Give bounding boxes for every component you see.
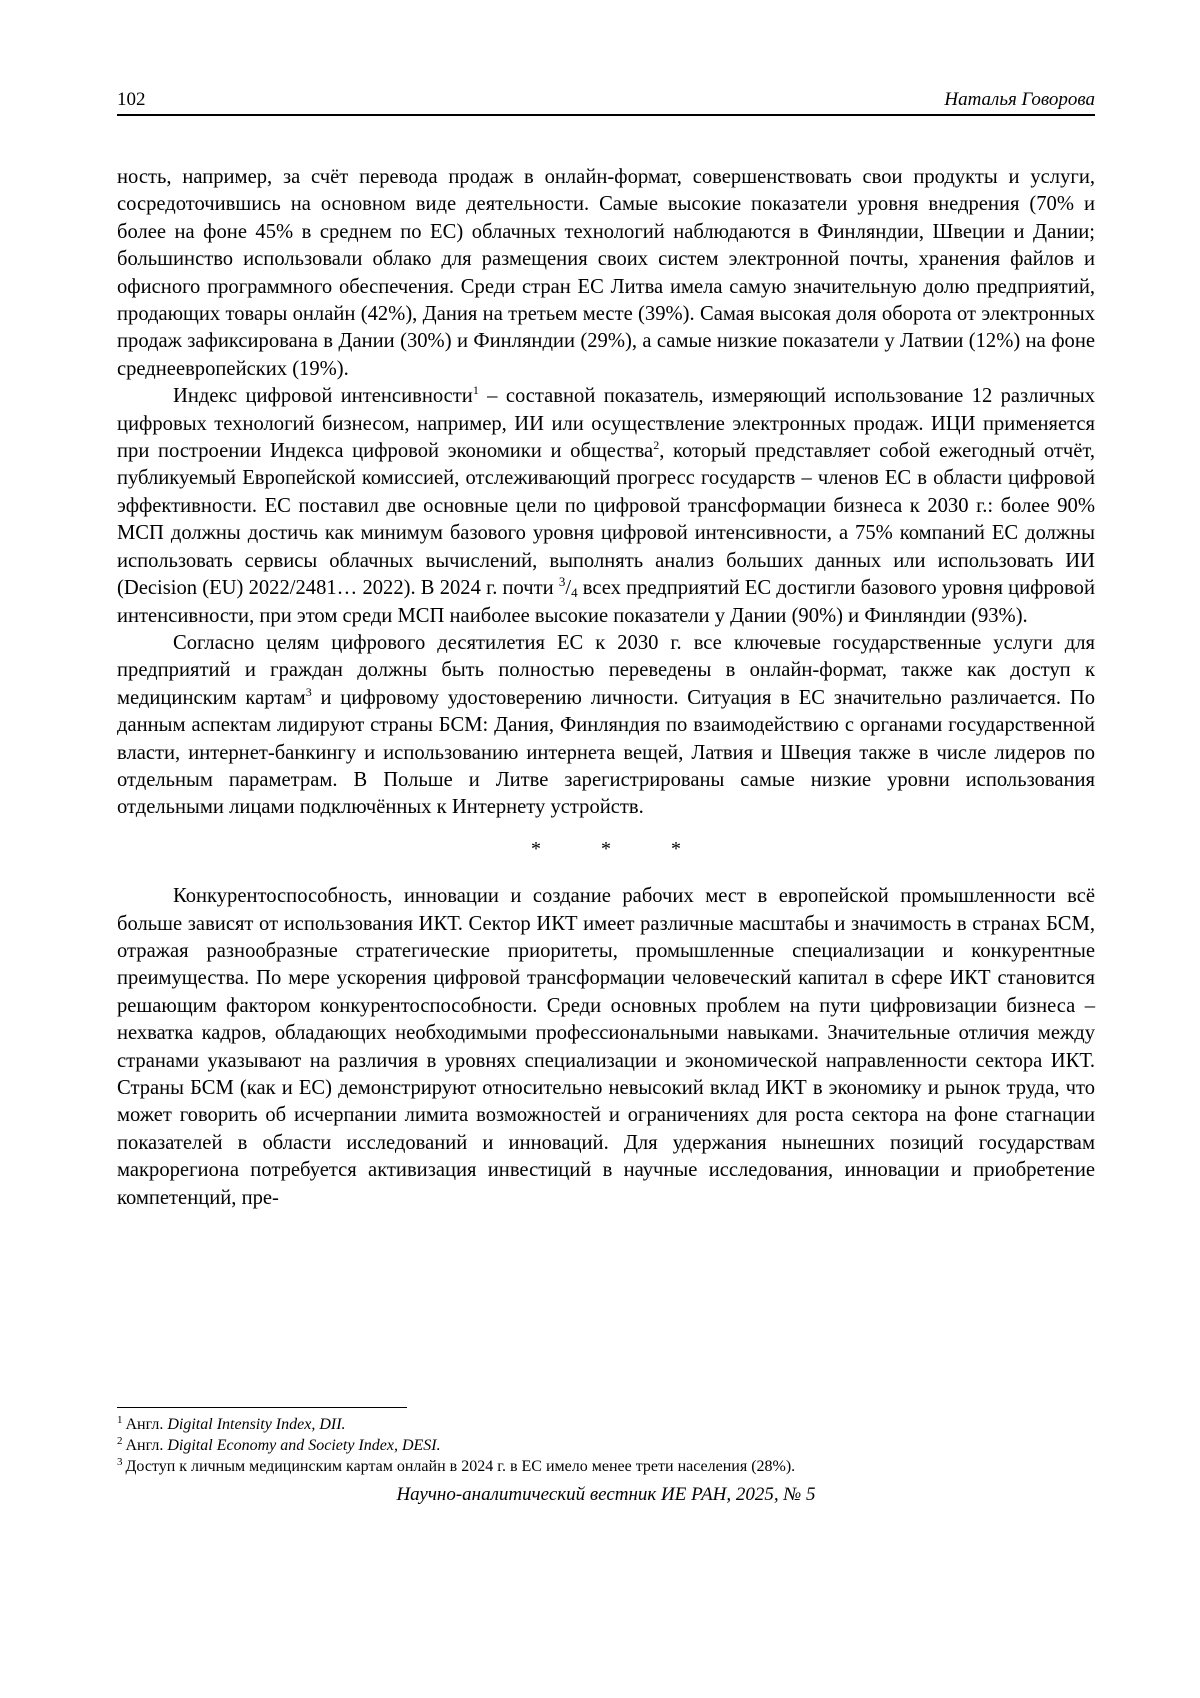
paragraph-4: Конкурентоспособность, инновации и создание рабочих мест в европейской промышленности всё больше зависят от использования ИКТ. Сектор ИКТ имеет различные масштабы и значимость в странах БСМ, отражая разнообразные стратегические приоритеты, промышленные специализации и конкурентные преимущества. По мере ускорения цифровой трансформации человеческий капитал в сфере ИКТ становится решающим фактором конкурентоспособности. Среди основных проблем на пути цифровизации бизнеса – нехватка кадров, обладающих необходимыми профессиональными навыками. Значительные отличия между странами указывают на различия в уровнях специализации и экономической направленности сектора ИКТ. Страны БСМ (как и ЕС) демонстрируют относительно невысокий вклад ИКТ в экономику и рынок труда, что может говорить об исчерпании лимита возможностей и ограничениях для роста сектора на фоне стагнации показателей в области исследований и инноваций. Для удержания нынешних позиций государствам макрорегиона потребуется активизация инвестиций в научные исследования, инновации и приобретение компетенций, пре- (117, 885, 1095, 1209)
footnote-prefix: Англ. (125, 1437, 168, 1454)
paragraph-2-text-d: всех предприятий ЕС достигли базового уровня цифровой интенсивности, при этом среди МСП наиболее высокие показатели у Дании (90%) и Финляндии (93%). (117, 577, 1095, 627)
paragraph-3 (117, 630, 1095, 822)
footnote-divider (117, 1407, 407, 1408)
paragraph-2-text-a: Индекс цифровой интенсивности (173, 385, 473, 408)
fraction-numerator: 3 (558, 574, 566, 590)
page-number: 102 (117, 89, 146, 110)
footnote-text: Digital Economy and Society Index, DESI. (167, 1437, 441, 1454)
author-name: Наталья Говорова (944, 89, 1095, 110)
footnote-1 (117, 1414, 1095, 1435)
footnote-ref-3[interactable]: 3 (305, 684, 312, 699)
fraction-denominator: 4 (571, 585, 578, 601)
footnote-ref-2[interactable]: 2 (653, 438, 660, 453)
footnote-3 (117, 1456, 1095, 1477)
paragraph-2 (117, 383, 1095, 630)
separator-star: * (531, 837, 541, 860)
footnote-mark: 1 (117, 1414, 123, 1426)
running-header (117, 84, 1095, 116)
footnotes (117, 1414, 1095, 1477)
paragraph-3-text-a: Согласно целям цифрового десятилетия ЕС к 2030 г. все ключевые государственные услуги для предприятий и граждан должны быть полностью переведены в онлайн-формат, также как доступ к медицинским картам (117, 631, 1095, 709)
footnote-2 (117, 1435, 1095, 1456)
paragraph-1: ность, например, за счёт перевода продаж в онлайн-формат, совершенствовать свои продукты и услуги, сосредоточившись на основном виде деятельности. Самые высокие показатели уровня внедрения (70% и более на фоне 45% в среднем по ЕС) облачных технологий наблюдаются в Финляндии, Швеции и Дании; большинство использовали облако для размещения своих систем электронной почты, хранения файлов и офисного программного обеспечения. Среди стран ЕС Литва имела самую значительную долю предприятий, продающих товары онлайн (42%), Дания на третьем месте (39%). Самая высокая доля оборота от электронных продаж зафиксирована в Дании (30%) и Финляндии (29%), а самые низкие показатели у Латвии (12%) на фоне среднеевропейских (19%). (117, 166, 1095, 380)
separator-star: * (671, 837, 681, 860)
footnote-prefix: Англ. (125, 1416, 168, 1433)
journal-footer: Научно-аналитический вестник ИЕ РАН, 2025, № 5 (396, 1484, 816, 1505)
paragraph-2-text-b: – составной показатель, измеряющий использование 12 различных цифровых технологий бизнесом, например, ИИ или осуществление электронных продаж. ИЦИ применяется при построении Индекса цифровой экономики и общества (117, 385, 1095, 463)
paragraph-2-text-c: , который представляет собой ежегодный отчёт, публикуемый Европейской комиссией, отслеживающий прогресс государств – членов ЕС в области цифровой эффективности. ЕС поставил две основные цели по цифровой трансформации бизнеса к 2030 г.: более 90% МСП должны достичь как минимум базового уровня цифровой интенсивности, а 75% компаний ЕС должны использовать сервисы облачных вычислений, выполнять анализ больших данных или использовать ИИ (Decision (EU) 2022/2481… 2022). В 2024 г. почти (117, 440, 1095, 600)
footnote-ref-1[interactable]: 1 (472, 383, 479, 398)
footnote-text: Digital Intensity Index, DII. (167, 1416, 346, 1433)
footnote-mark: 2 (117, 1435, 123, 1447)
fraction-separator: / (565, 577, 572, 600)
section-separator (117, 836, 1095, 863)
footnote-text: Доступ к личным медицинским картам онлайн в 2024 г. в ЕС имело менее трети населения (28%). (125, 1458, 796, 1475)
article-body (117, 164, 1095, 1212)
separator-star: * (601, 837, 611, 860)
footnote-mark: 3 (117, 1456, 123, 1468)
paragraph-3-text-b: и цифровому удостоверению личности. Ситуация в ЕС значительно различается. По данным аспектам лидируют страны БСМ: Дания, Финляндия по взаимодействию с органами государственной власти, интернет-банкингу и использованию интернета вещей, Латвия и Швеция также в числе лидеров по отдельным параметрам. В Польше и Литве зарегистрированы самые низкие уровни использования отдельными лицами подключённых к Интернету устройств. (117, 686, 1095, 819)
